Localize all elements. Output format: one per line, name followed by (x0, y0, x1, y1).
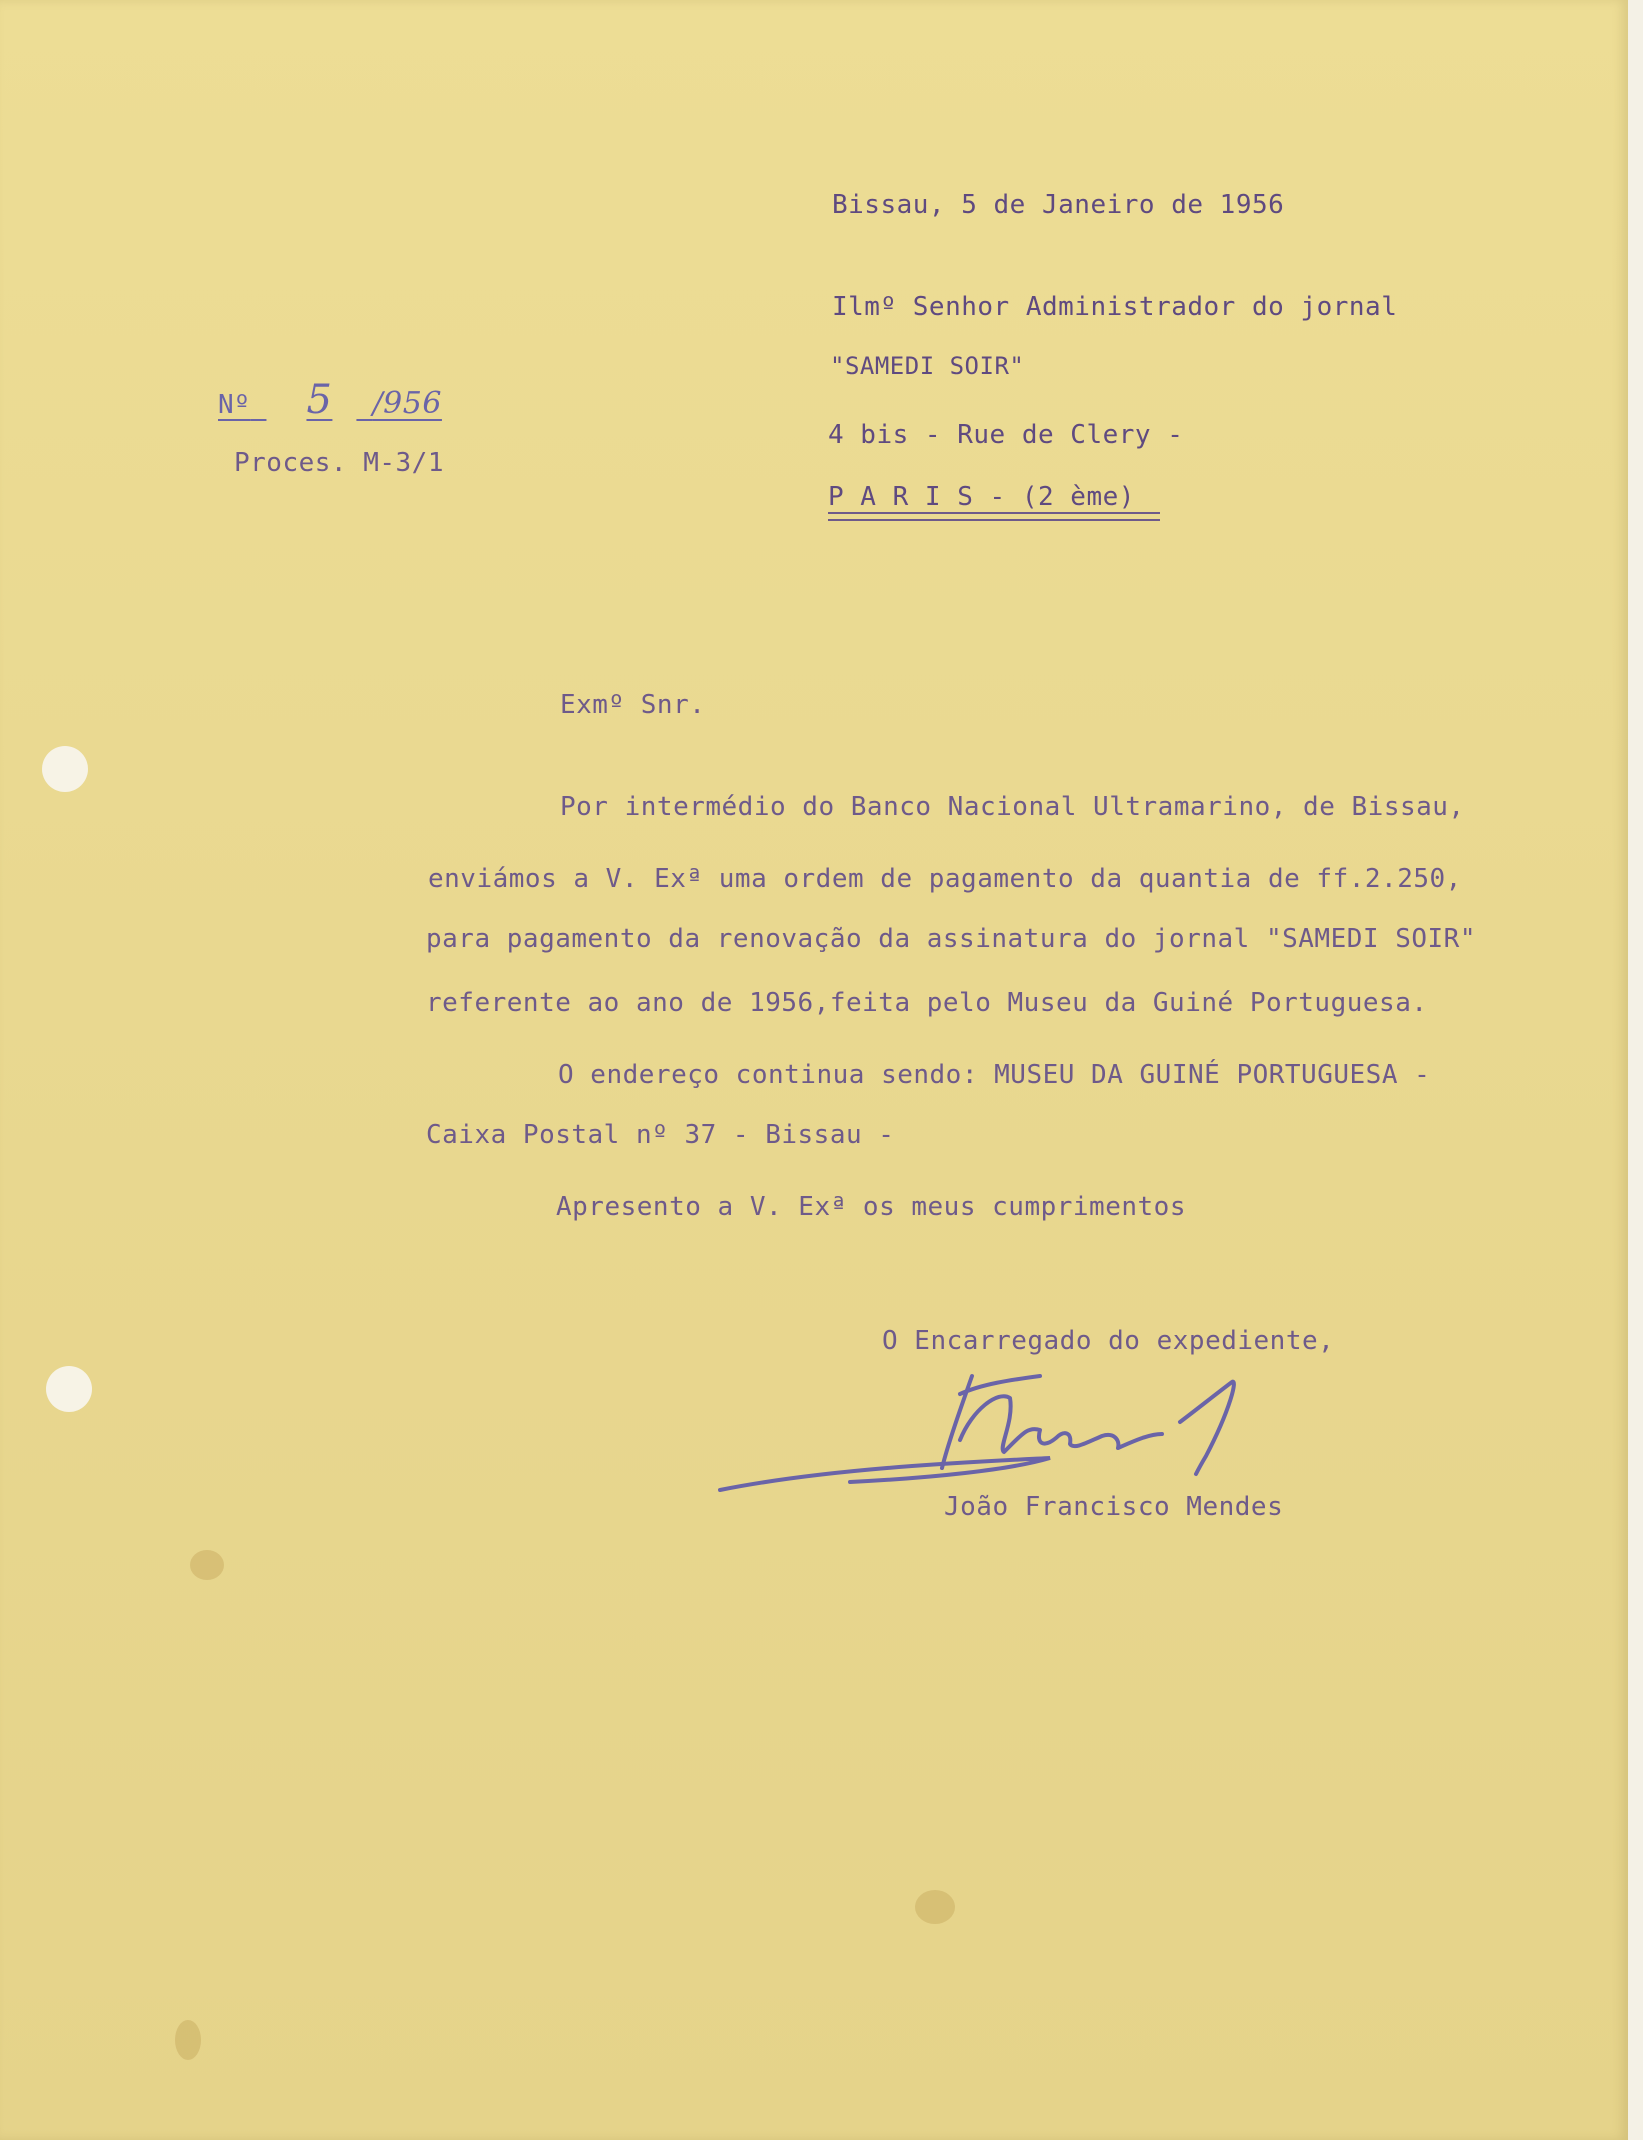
reference-number (218, 377, 442, 423)
salutation: Exmº Snr. (560, 690, 706, 720)
stain-spot (915, 1890, 955, 1924)
signatory-name: João Francisco Mendes (944, 1492, 1284, 1522)
punch-hole-lower (46, 1366, 92, 1412)
addressee-line-3: 4 bis - Rue de Clery - (828, 420, 1184, 450)
body-line: Por intermédio do Banco Nacional Ultramarino, de Bissau, (560, 792, 1465, 822)
addressee-line-1: Ilmº Senhor Administrador do jornal (832, 292, 1398, 322)
date-line: Bissau, 5 de Janeiro de 1956 (832, 190, 1285, 220)
stain-spot (175, 2020, 201, 2060)
body-line: enviámos a V. Exª uma ordem de pagamento da quantia de ff.2.250, (428, 864, 1462, 894)
punch-hole-upper (42, 746, 88, 792)
reference-number-suffix: /956 (372, 386, 442, 421)
body-line: para pagamento da renovação da assinatura do jornal "SAMEDI SOIR" (426, 924, 1476, 954)
reference-number-handwritten: 5 (306, 377, 333, 423)
double-underline (828, 512, 1160, 521)
closing-role: O Encarregado do expediente, (882, 1326, 1335, 1356)
paper-edge (1628, 0, 1643, 2140)
body-line: referente ao ano de 1956,feita pelo Museu da Guiné Portuguesa. (426, 988, 1428, 1018)
addressee-line-4: P A R I S - (2 ème) (828, 482, 1135, 512)
body-line: O endereço continua sendo: MUSEU DA GUINÉ PORTUGUESA - (558, 1060, 1431, 1090)
reference-number-prefix: Nº (218, 390, 251, 420)
addressee-line-2: "SAMEDI SOIR" (830, 352, 1025, 380)
stain-spot (190, 1550, 224, 1580)
process-label: Proces. M-3/1 (234, 448, 444, 478)
body-line: Apresento a V. Exª os meus cumprimentos (556, 1192, 1186, 1222)
body-line: Caixa Postal nº 37 - Bissau - (426, 1120, 895, 1150)
